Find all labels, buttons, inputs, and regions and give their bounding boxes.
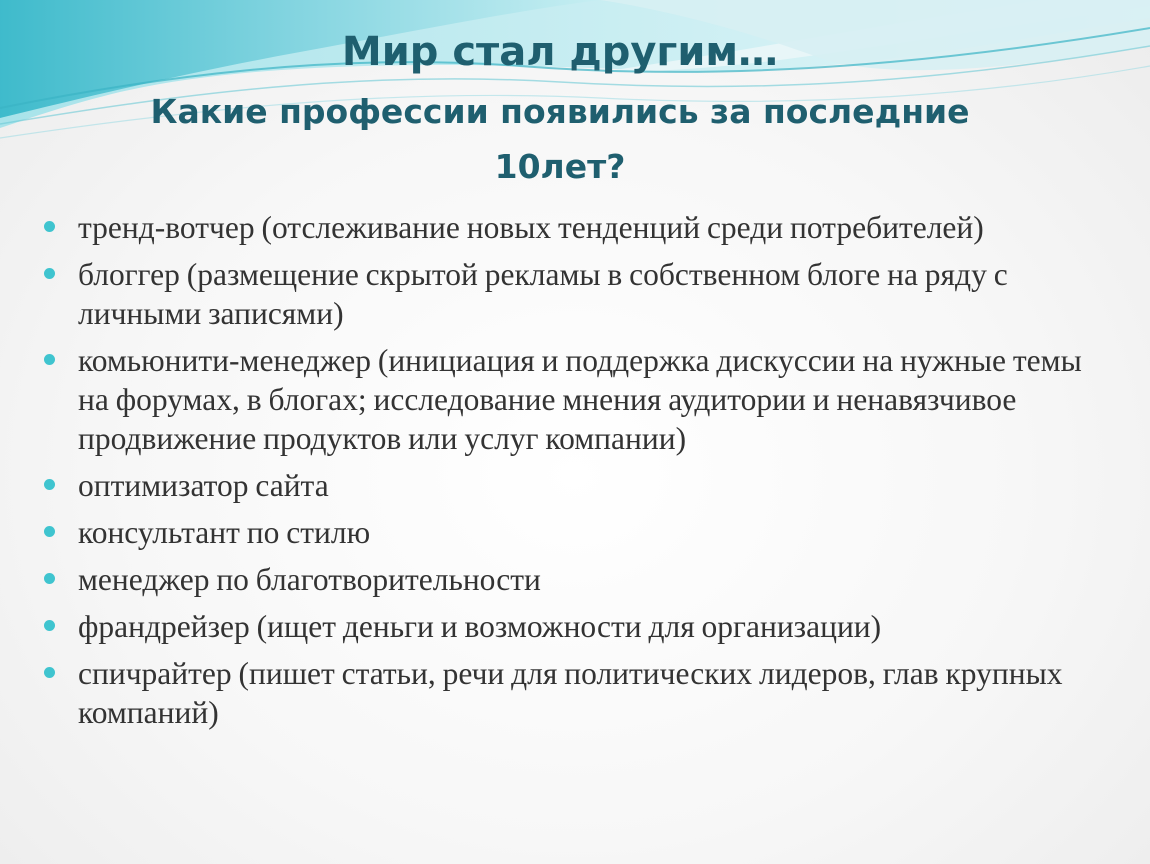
bullet-dot-icon (44, 221, 55, 232)
bullet-dot-icon (44, 479, 55, 490)
list-item-text: спичрайтер (пишет статьи, речи для политических лидеров, глав крупных компаний) (78, 656, 1063, 730)
bullet-dot-icon (44, 526, 55, 537)
list-item-text: менеджер по благотворительности (78, 562, 541, 597)
list-item-text: оптимизатор сайта (78, 468, 329, 503)
bullet-list (78, 208, 1088, 740)
list-item (78, 208, 1088, 247)
bullet-dot-icon (44, 667, 55, 678)
list-item (78, 466, 1088, 505)
slide-title: Мир стал другим… (341, 29, 779, 75)
list-item (78, 654, 1088, 732)
list-item (78, 607, 1088, 646)
list-item (78, 341, 1088, 458)
subtitle-line-2: 10лет? (494, 147, 626, 186)
list-item-text: блоггер (размещение скрытой рекламы в собственном блоге на ряду с личными записями) (78, 257, 1008, 331)
bullet-dot-icon (44, 268, 55, 279)
bullet-dot-icon (44, 573, 55, 584)
list-item-text: тренд-вотчер (отслеживание новых тенденций среди потребителей) (78, 210, 984, 245)
list-item-text: консультант по стилю (78, 515, 371, 550)
list-item-text: франдрейзер (ищет деньги и возможности для организации) (78, 609, 882, 644)
bullet-dot-icon (44, 620, 55, 631)
subtitle-line-1: Какие профессии появились за последние (150, 92, 970, 131)
slide-subtitle (60, 84, 1060, 194)
list-item (78, 560, 1088, 599)
list-item-text: комьюнити-менеджер (инициация и поддержка дискуссии на нужные темы на форумах, в блогах; исследование мнения аудитории и ненавязчивое продвижение продуктов или услуг компании) (78, 343, 1082, 456)
bullet-dot-icon (44, 354, 55, 365)
list-item (78, 513, 1088, 552)
list-item (78, 255, 1088, 333)
